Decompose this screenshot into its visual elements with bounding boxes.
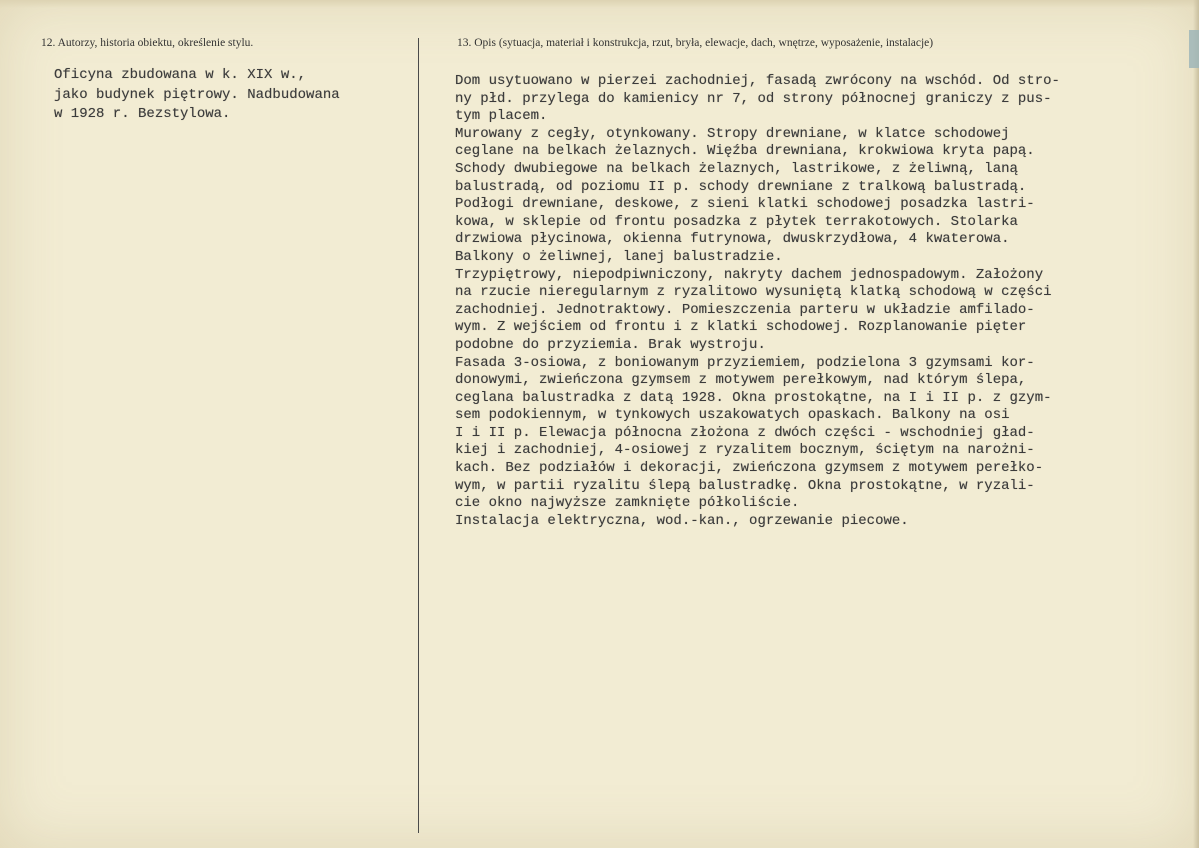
card-right-edge	[1193, 0, 1199, 848]
field-13-label: 13. Opis (sytuacja, materiał i konstrukcja, rzut, bryła, elewacje, dach, wnętrze, wyposażenie, instalacje)	[457, 37, 934, 49]
card-top-edge	[0, 0, 1199, 8]
field-13-description-text: Dom usytuowano w pierzei zachodniej, fasadą zwrócony na wschód. Od stro- ny płd. przylega do kamienicy nr 7, od strony północnej graniczy z pus- tym placem. Murowany z cegły, otynkowany. Stropy drewniane, w klatce schodowej ceglane na belkach żelaznych. Więźba drewniana, krokwiowa kryta papą. Schody dwubiegowe na belkach żelaznych, lastrikowe, z żeliwną, laną balustradą, od poziomu II p. schody drewniane z tralkową balustradą. Podłogi drewniane, deskowe, z sieni klatki schodowej posadzka lastri- kowa, w sklepie od frontu posadzka z płytek terrakotowych. Stolarka drzwiowa płycinowa, okienna futrynowa, dwuskrzydłowa, 4 kwaterowa. Balkony o żeliwnej, lanej balustradzie. Trzypiętrowy, niepodpiwniczony, nakryty dachem jednospadowym. Założony na rzucie nieregularnym z ryzalitowo wysuniętą klatką schodową w części zachodniej. Jednotraktowy. Pomieszczenia parteru w układzie amfilado- wym. Z wejściem od frontu i z klatki schodowej. Rozplanowanie pięter podobne do przyziemia. Brak wystroju. Fasada 3-osiowa, z boniowanym przyziemiem, podzielona 3 gzymsami kor- donowymi, zwieńczona gzymsem z motywem perełkowym, nad którym ślepa, ceglana balustradka z datą 1928. Okna prostokątne, na I i II p. z gzym- sem podokiennym, w tynkowych uszakowatych opaskach. Balkony na osi I i II p. Elewacja północna złożona z dwóch części - wschodniej gład- kiej i zachodniej, 4-osiowej z ryzalitem bocznym, ściętym na narożni- kach. Bez podziałów i dekoracji, zwieńczona gzymsem z motywem perełko- wym, w partii ryzalitu ślepą balustradkę. Okna prostokątne, w ryzali- cie okno najwyższe zamknięte półkoliście. Instalacja elektryczna, wod.-kan., ogrzewanie piecowe.	[455, 73, 1060, 529]
field-12-label: 12. Autorzy, historia obiektu, określenie stylu.	[41, 37, 254, 49]
card-edge-mark	[1189, 30, 1199, 68]
field-12-history-text: Oficyna zbudowana w k. XIX w., jako budynek piętrowy. Nadbudowana w 1928 r. Bezstylowa.	[54, 67, 340, 122]
column-divider	[418, 38, 419, 833]
